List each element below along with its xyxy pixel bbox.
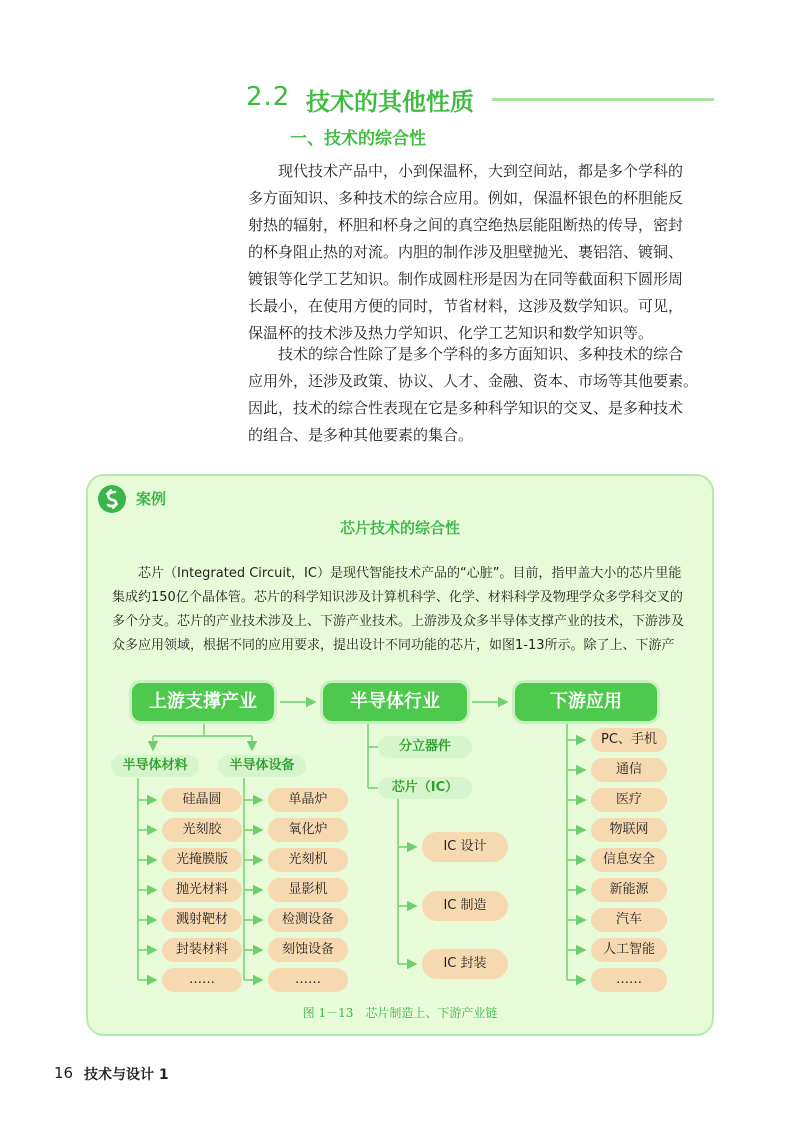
application-item: 物联网	[591, 818, 667, 842]
application-item: ……	[591, 968, 667, 992]
paragraph-line: 多方面知识、多种技术的综合应用。例如，保温杯银色的杯胆能反	[248, 189, 684, 207]
paragraph-line: 的组合、是多种其他要素的集合。	[248, 426, 474, 444]
case-title: 芯片技术的综合性	[339, 519, 460, 537]
material-item: 硅晶圆	[162, 788, 242, 812]
paragraph-line: 因此，技术的综合性表现在它是多种科学知识的交叉、是多种技术	[248, 399, 684, 417]
application-item: 信息安全	[591, 848, 667, 872]
equipment-item: 显影机	[268, 878, 348, 902]
application-item: PC、手机	[591, 728, 667, 752]
case-text-line: 众多应用领域，根据不同的应用要求，提出设计不同功能的芯片，如图1-13所示。除了上、下游产	[112, 638, 675, 653]
paragraph-line: 应用外，还涉及政策、协议、人才、金融、资本、市场等其他要素。	[248, 372, 699, 390]
downstream-application-box: 下游应用	[515, 683, 657, 721]
case-text-line: 芯片（Integrated Circuit，IC）是现代智能技术产品的“心脏”。目前，指甲盖大小的芯片里能	[138, 566, 682, 581]
section-title: 技术的其他性质	[306, 88, 474, 116]
ic-step-item: IC 封装	[422, 949, 508, 979]
book-title: 技术与设计 1	[84, 1067, 169, 1083]
material-item: 抛光材料	[162, 878, 242, 902]
paragraph-line: 的杯身阻止热的对流。内胆的制作涉及胆壁抛光、裹铝箔、镀铜、	[248, 243, 684, 261]
case-text-line: 多个分支。芯片的产业技术涉及上、下游产业技术。上游涉及众多半导体支撑产业的技术，下游涉及	[112, 614, 685, 629]
material-item: ……	[162, 968, 242, 992]
paragraph-line: 保温杯的技术涉及热力学知识、化学工艺知识和数学知识等。	[248, 324, 654, 342]
discrete-devices-category: 分立器件	[378, 736, 472, 758]
material-item: 封装材料	[162, 938, 242, 962]
material-item: 光掩膜版	[162, 848, 242, 872]
application-item: 人工智能	[591, 938, 667, 962]
application-item: 医疗	[591, 788, 667, 812]
application-item: 通信	[591, 758, 667, 782]
paragraph-line: 现代技术产品中，小到保温杯，大到空间站，都是多个学科的	[278, 162, 684, 180]
semiconductor-industry-box: 半导体行业	[323, 683, 467, 721]
ic-step-item: IC 设计	[422, 832, 508, 862]
material-item: 溅射靶材	[162, 908, 242, 932]
case-label: 案例	[136, 490, 167, 508]
equipment-item: 氧化炉	[268, 818, 348, 842]
section-number: 2.2	[246, 82, 291, 112]
case-text-line: 集成约150亿个晶体管。芯片的科学知识涉及计算机科学、化学、材料科学及物理学众多学科交叉的	[112, 590, 683, 605]
application-item: 新能源	[591, 878, 667, 902]
upstream-industry-box: 上游支撑产业	[132, 683, 274, 721]
equipment-item: ……	[268, 968, 348, 992]
equipment-item: 刻蚀设备	[268, 938, 348, 962]
paragraph-line: 长最小，在使用方便的同时，节省材料，这涉及数学知识。可见，	[248, 297, 684, 315]
paragraph-line: 镀银等化学工艺知识。制作成圆柱形是因为在同等截面积下圆形周	[248, 270, 684, 288]
page-number: 16	[54, 1064, 74, 1082]
paragraph-line: 射热的辐射，杯胆和杯身之间的真空绝热层能阻断热的传导，密封	[248, 216, 684, 234]
application-item: 汽车	[591, 908, 667, 932]
equipment-category: 半导体设备	[218, 755, 306, 777]
equipment-item: 检测设备	[268, 908, 348, 932]
material-item: 光刻胶	[162, 818, 242, 842]
figure-caption: 图 1－13 芯片制造上、下游产业链	[302, 1006, 498, 1020]
paragraph-line: 技术的综合性除了是多个学科的多方面知识、多种技术的综合	[278, 345, 684, 363]
subheading: 一、技术的综合性	[290, 129, 426, 149]
equipment-item: 单晶炉	[268, 788, 348, 812]
chip-category: 芯片（IC）	[378, 777, 472, 799]
materials-category: 半导体材料	[111, 755, 199, 777]
equipment-item: 光刻机	[268, 848, 348, 872]
ic-step-item: IC 制造	[422, 891, 508, 921]
